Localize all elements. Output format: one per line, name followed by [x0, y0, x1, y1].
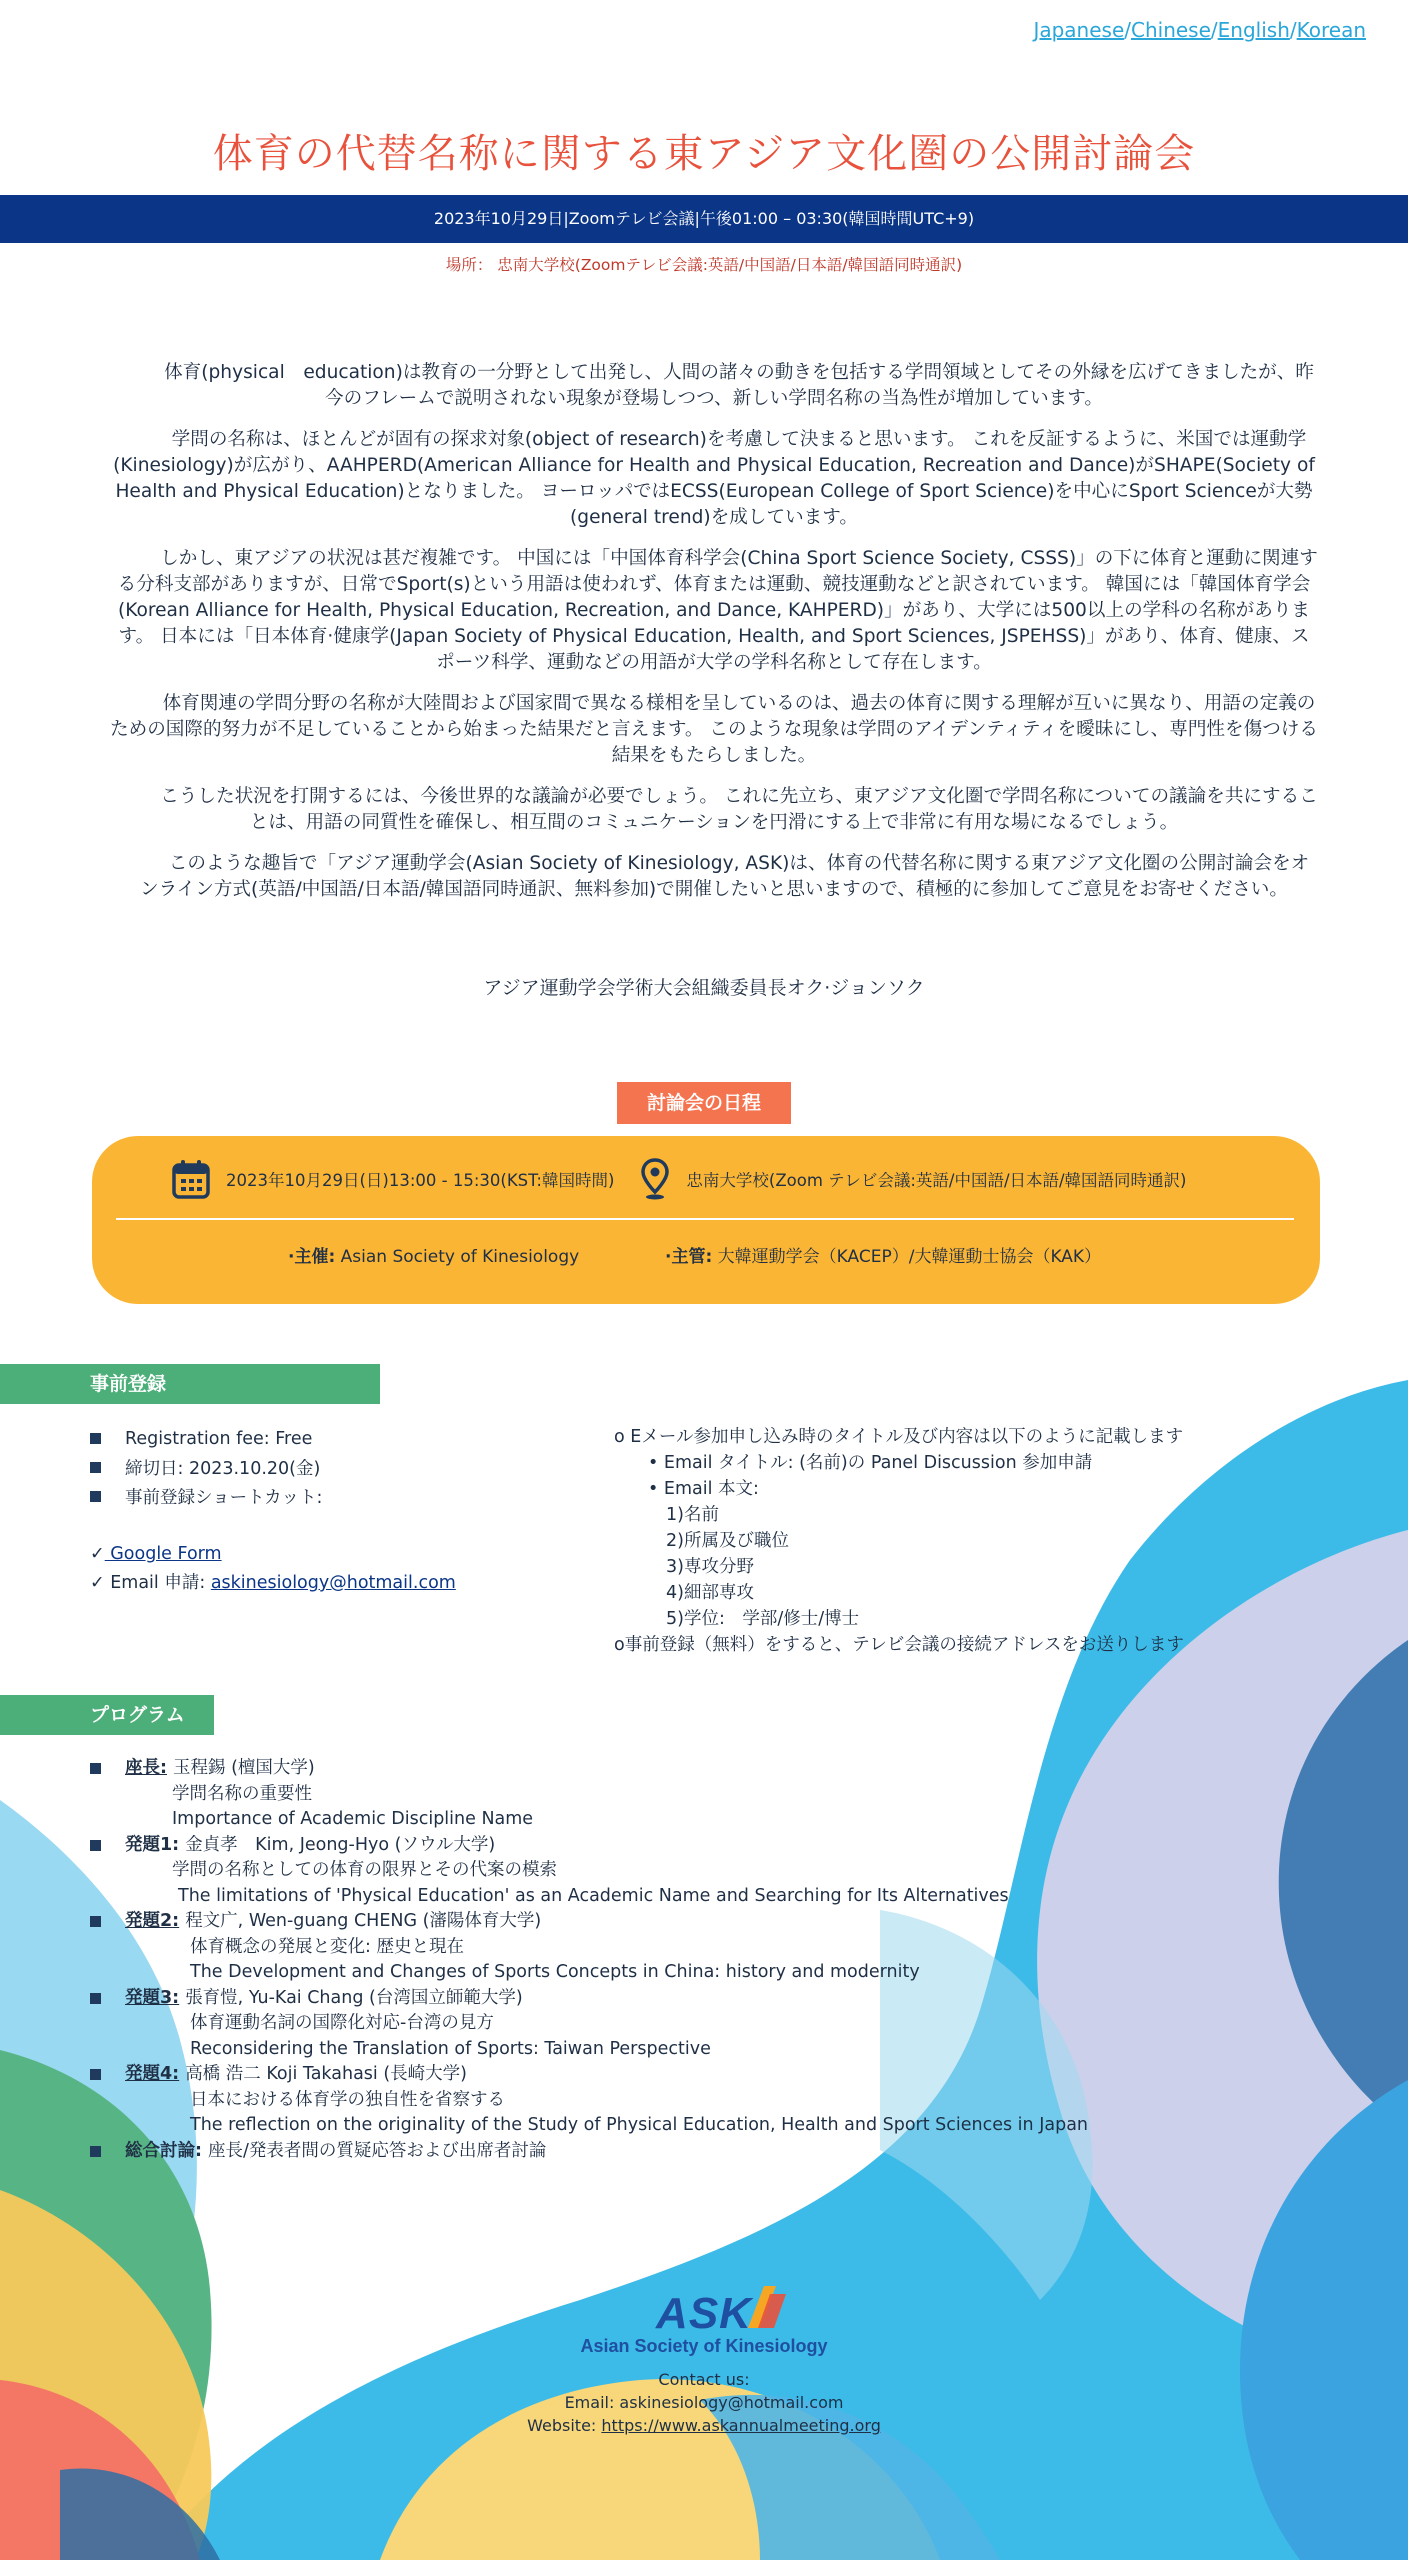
- venue-line: 場所： 忠南大学校(Zoomテレビ会議:英語/中国語/日本語/韓国語同時通訳): [445, 256, 963, 274]
- schedule-box: [92, 1136, 1320, 1304]
- registration-shortcut: 事前登録ショートカット:: [125, 1488, 323, 1508]
- square-bullet-icon: [90, 1916, 101, 1927]
- lang-link-english[interactable]: English: [1217, 18, 1290, 42]
- program-title-en: The reflection on the originality of the Study of Physical Education, Health and Sport Sciences in Japan: [190, 2115, 1089, 2135]
- program-title-ja: 日本における体育学の独自性を省察する: [190, 2089, 505, 2110]
- list-item: [90, 1453, 610, 1482]
- schedule-host: [288, 1242, 665, 1267]
- schedule-row-organizers: [288, 1242, 1248, 1267]
- email-title-line: • Email タイトル: (名前)の Panel Discussion 参加申請: [648, 1453, 1093, 1473]
- registration-left: [90, 1424, 610, 1598]
- email-body-line: • Email 本文:: [648, 1479, 759, 1499]
- schedule-location-text: 忠南大学校(Zoom テレビ会議:英語/中国語/日本語/韓国語同時通訳): [686, 1171, 1187, 1190]
- email-line: [90, 1569, 610, 1598]
- list-item: [90, 1482, 610, 1511]
- host-name: Asian Society of Kinesiology: [340, 1247, 580, 1267]
- check-icon: ✓: [90, 1544, 105, 1564]
- contact-label: Contact us:: [658, 2370, 750, 2389]
- body-text: [110, 360, 1318, 918]
- program-title-ja: 体育概念の発展と変化: 歴史と現在: [190, 1936, 464, 1957]
- program-speaker: 玉程錫 (檀国大学): [173, 1758, 315, 1778]
- square-bullet-icon: [90, 1993, 101, 2004]
- google-form-link[interactable]: Google Form: [104, 1544, 222, 1564]
- square-bullet-icon: [90, 1433, 101, 1444]
- square-bullet-icon: [90, 1763, 101, 1774]
- location-pin-icon: [640, 1158, 670, 1200]
- signature: アジア運動学会学術大会組織委員長オク·ジョンソク: [483, 977, 925, 999]
- program-list: [90, 1756, 1190, 2164]
- ask-logo: [564, 2280, 844, 2360]
- email-body-item: 2)所属及び職位: [666, 1531, 789, 1551]
- schedule-datetime: [172, 1159, 614, 1199]
- program-label: 発題3:: [125, 1987, 180, 2008]
- contact-email: Email: askinesiology@hotmail.com: [564, 2393, 844, 2412]
- schedule-organizer: [665, 1242, 1101, 1267]
- list-item: [90, 1424, 610, 1453]
- program-label: 発題1:: [125, 1834, 180, 1855]
- body-paragraph: 学問の名称は、ほとんどが固有の探求対象(object of research)を考慮して決まると思います。 これを反証するように、米国では運動学(Kinesiology)が広がり、AAHPERD(American Alliance for Health and Physical Education, Recreation and Dance)がSHAPE(Society of Health and Physical Education)となりました。 ヨーロッパではECSS(European College of Sport Science)を中心にSport Scienceが大勢(general trend)を成しています。: [113, 429, 1315, 528]
- square-bullet-icon: [90, 1491, 101, 1502]
- lang-link-chinese[interactable]: Chinese: [1131, 18, 1211, 42]
- email-body-item: 1)名前: [666, 1505, 719, 1525]
- body-paragraph: しかし、東アジアの状況は甚だ複雑です。 中国には「中国体育科学会(China Sport Science Society, CSSS)」の下に体育と運動に関連する分科支部がありますが、日常でSport(s)という用語は使われず、体育または運動、競技運動などと訳されています。 韓国には「韓国体育学会(Korean Alliance for Health, Physical Education, Recreation, and Dance, KAHPERD)」があり、大学には500以上の学科の名称があります。 日本には「日本体育·健康学(Japan Society of Physical Education, Health, and Sport Sciences, JSPEHSS)」があり、体育、健康、スポーツ科学、運動などの用語が大学の学科名称として存在します。: [117, 548, 1318, 673]
- program-item-talk-1: [90, 1833, 1190, 1910]
- footer: [0, 2280, 1408, 2437]
- email-label: ✓ Email 申請:: [90, 1573, 211, 1593]
- square-bullet-icon: [90, 1840, 101, 1851]
- host-label: ·主催:: [288, 1247, 336, 1267]
- organizer-label: ·主管:: [665, 1247, 713, 1267]
- program-speaker: 金貞孝 Kim, Jeong-Hyo (ソウル大学): [185, 1834, 496, 1855]
- google-form-line: [90, 1540, 610, 1569]
- lang-link-japanese[interactable]: Japanese: [1033, 18, 1125, 42]
- program-label: 座長:: [125, 1758, 167, 1778]
- body-paragraph: 体育関連の学問分野の名称が大陸間および国家間で異なる様相を呈しているのは、過去の体育に関する理解が互いに異なり、用語の定義のための国際的努力が不足していることから始まった結果だと言えます。 このような現象は学問のアイデンティティを曖昧にし、専門性を傷つける結果をもたらしました。: [110, 693, 1318, 766]
- program-label: 発題4:: [125, 2064, 180, 2084]
- program-title-en: The limitations of 'Physical Education' as an Academic Name and Searching for Its Alternatives: [178, 1885, 1009, 1906]
- email-body-item: 3)専攻分野: [666, 1557, 754, 1577]
- program-label: 発題2:: [125, 1911, 180, 1931]
- email-instructions-intro: o Eメール参加申し込み時のタイトル及び内容は以下のように記載します: [614, 1427, 1184, 1447]
- program-item-talk-4: [90, 2062, 1190, 2139]
- schedule-row-datetime: [172, 1156, 1252, 1202]
- logo-letters: ASK: [656, 2289, 752, 2338]
- registration-heading: 事前登録: [0, 1364, 380, 1404]
- schedule-datetime-text: 2023年10月29日(日)13:00 - 15:30(KST:韓国時間): [226, 1171, 615, 1190]
- program-speaker: 高橋 浩二 Koji Takahasi (長崎大学): [185, 2064, 467, 2084]
- program-heading: プログラム: [0, 1695, 214, 1735]
- contact-block: [0, 2368, 1408, 2437]
- program-title-en: Reconsidering the Translation of Sports: Taiwan Perspective: [190, 2038, 711, 2059]
- lang-separator: /: [1210, 18, 1218, 42]
- page-title: 体育の代替名称に関する東アジア文化圏の公開討論会: [212, 131, 1196, 177]
- registration-deadline: 締切日: 2023.10.20(金): [125, 1459, 321, 1479]
- program-title-en: Importance of Academic Discipline Name: [172, 1809, 534, 1829]
- square-bullet-icon: [90, 2069, 101, 2080]
- organizer-name: 大韓運動学会（KACEP）/大韓運動士協会（KAK）: [717, 1247, 1102, 1267]
- website-label: Website:: [527, 2416, 602, 2435]
- program-item-talk-2: [90, 1909, 1190, 1986]
- spacer: [90, 1511, 610, 1540]
- registration-closing: o事前登録（無料）をすると、テレビ会議の接続アドレスをお送りします: [614, 1635, 1184, 1655]
- program-label: 総合討論:: [125, 2140, 202, 2161]
- program-title-ja: 学問の名称としての体育の限界とその代案の模索: [172, 1860, 557, 1880]
- program-speaker: 程文广, Wen-guang CHENG (瀋陽体育大学): [185, 1911, 542, 1931]
- program-item-chair: [90, 1756, 1190, 1833]
- logo-org-name: Asian Society of Kinesiology: [580, 2336, 828, 2356]
- program-speaker: 座長/発表者間の質疑応答および出席者討論: [208, 2140, 547, 2161]
- program-speaker: 張育愷, Yu-Kai Chang (台湾国立師範大学): [185, 1987, 523, 2008]
- body-paragraph: こうした状況を打開するには、今後世界的な議論が必要でしょう。 これに先立ち、東アジア文化圏で学問名称についての議論を共にすることは、用語の同質性を確保し、相互間のコミュニケーションを円滑にする上で非常に有用な場になるでしょう。: [160, 786, 1318, 833]
- program-item-talk-3: [90, 1986, 1190, 2063]
- schedule-badge: 討論会の日程: [617, 1082, 791, 1124]
- registration-fee: Registration fee: Free: [125, 1428, 313, 1449]
- contact-website: [0, 2414, 1408, 2437]
- email-body-item: 4)細部専攻: [666, 1583, 754, 1603]
- square-bullet-icon: [90, 2146, 101, 2157]
- registration-right: [614, 1424, 1294, 1658]
- language-switcher: [1033, 18, 1366, 42]
- lang-separator: /: [1289, 18, 1297, 42]
- program-title-ja: 体育運動名詞の国際化対応-台湾の見方: [190, 2013, 494, 2033]
- program-title-ja: 学問名称の重要性: [172, 1783, 312, 1804]
- email-body-item: 5)学位: 学部/修士/博士: [666, 1609, 860, 1629]
- date-banner: 2023年10月29日|Zoomテレビ会議|午後01:00 – 03:30(韓国時間UTC+9): [0, 195, 1408, 243]
- schedule-location: [640, 1158, 1186, 1200]
- lang-link-korean[interactable]: Korean: [1296, 18, 1366, 42]
- schedule-divider: [116, 1218, 1294, 1220]
- lang-separator: /: [1124, 18, 1131, 42]
- email-link[interactable]: askinesiology@hotmail.com: [210, 1573, 456, 1593]
- program-title-en: The Development and Changes of Sports Concepts in China: history and modernity: [190, 1962, 920, 1982]
- website-link[interactable]: https://www.askannualmeeting.org: [601, 2416, 881, 2435]
- calendar-icon: [172, 1159, 210, 1199]
- square-bullet-icon: [90, 1462, 101, 1473]
- program-item-discussion: [90, 2139, 1190, 2165]
- body-paragraph: 体育(physical education)は教育の一分野として出発し、人間の諸々の動きを包括する学問領域としてその外縁を広げてきましたが、昨今のフレームで説明されない現象が登場しつつ、新しい学問名称の当為性が増加しています。: [164, 362, 1314, 409]
- body-paragraph: このような趣旨で「アジア運動学会(Asian Society of Kinesiology, ASK)は、体育の代替名称に関する東アジア文化圏の公開討論会をオンライン方式(英語/中国語/日本語/韓国語同時通訳、無料参加)で開催したいと思いますので、積極的に参加してご意見をお寄せください。: [140, 853, 1310, 900]
